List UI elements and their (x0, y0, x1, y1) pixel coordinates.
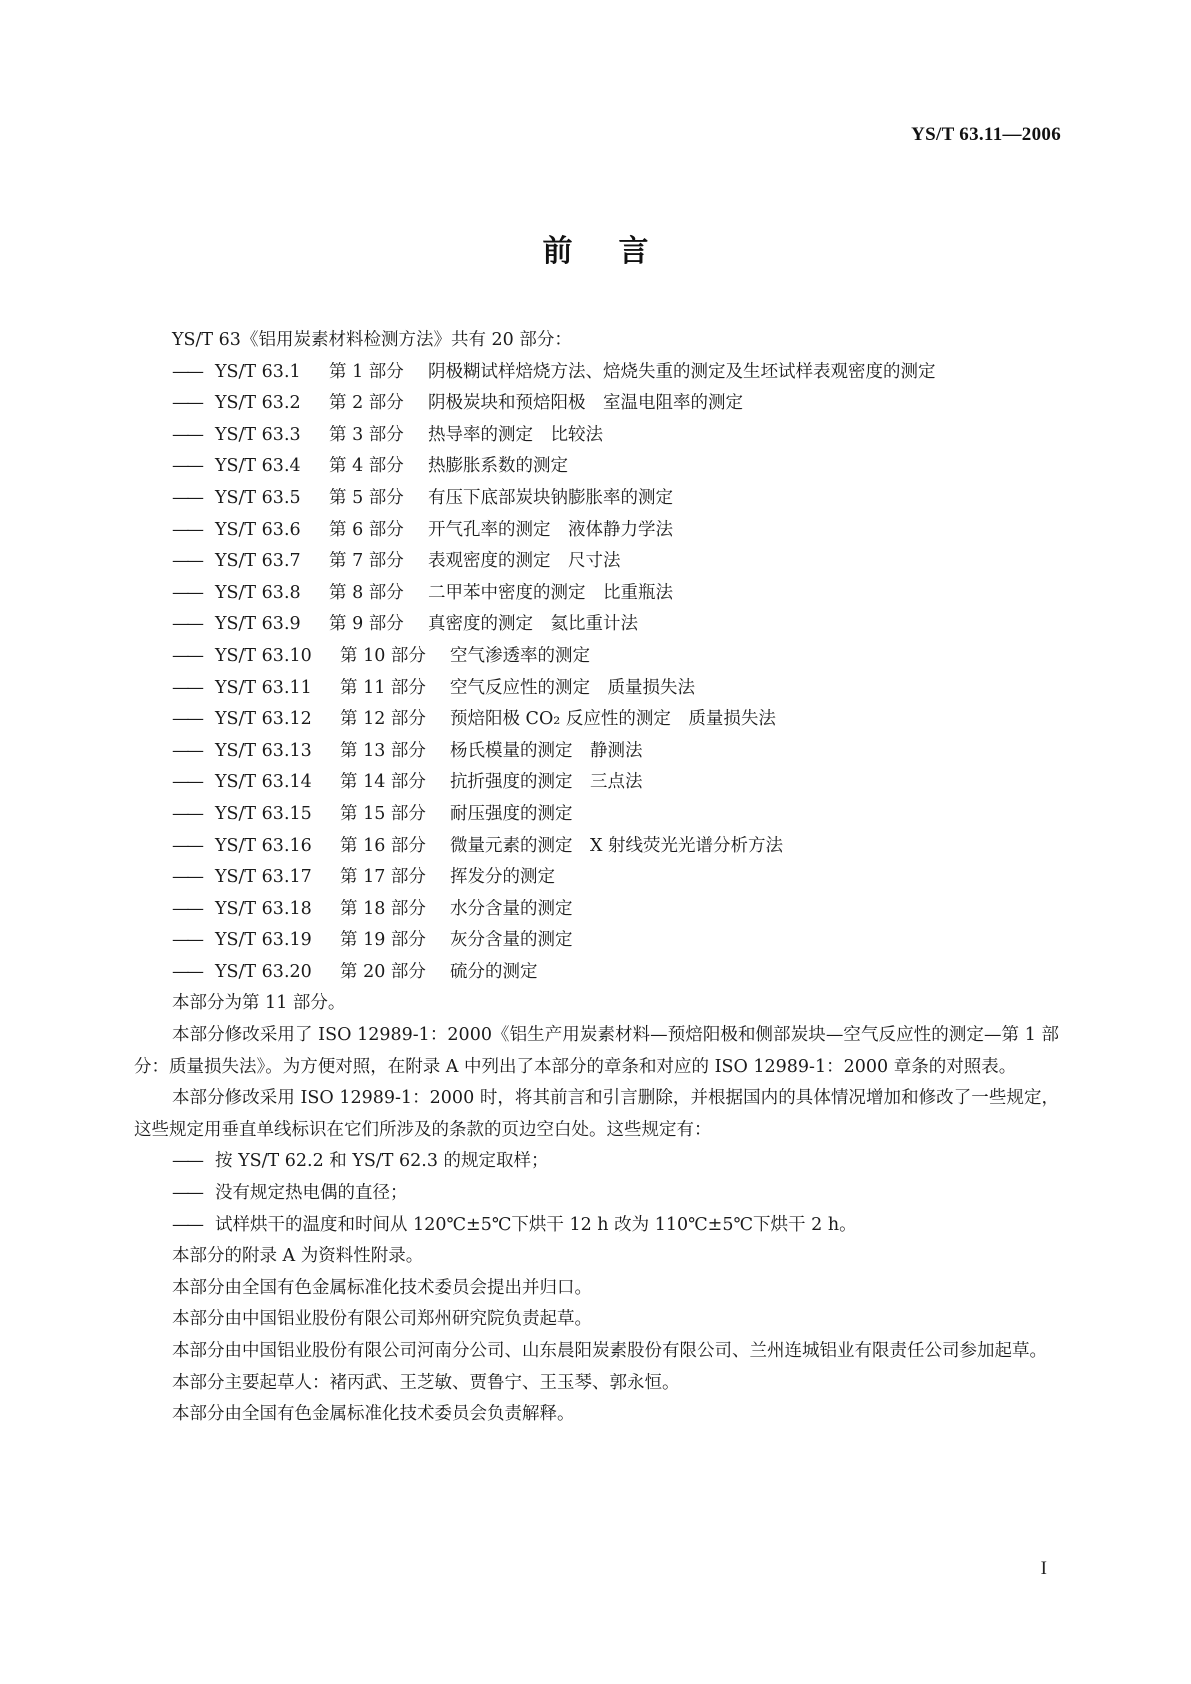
item-dash: —— (172, 867, 201, 888)
item-dash: —— (172, 1151, 201, 1172)
item-dash: —— (172, 677, 201, 698)
part-number: 第 9 部分 (329, 614, 404, 635)
part-number: 第 5 部分 (329, 487, 404, 508)
part-title: 阴极炭块和预焙阳极 室温电阻率的测定 (428, 393, 743, 414)
interpretation-paragraph: 本部分由全国有色金属标准化技术委员会负责解释。 (172, 1404, 575, 1425)
item-dash: —— (172, 614, 201, 635)
list-item (134, 578, 1059, 610)
part-number: 第 17 部分 (340, 867, 426, 888)
item-dash: —— (172, 645, 201, 666)
item-dash: —— (172, 582, 201, 603)
part-title: 灰分含量的测定 (450, 930, 573, 951)
list-item (134, 925, 1059, 957)
part-code: YS/T 63.6 (215, 519, 301, 540)
list-item (134, 1210, 1059, 1242)
item-dash: —— (172, 961, 201, 982)
list-item (134, 357, 1059, 389)
part-title: 挥发分的测定 (450, 867, 555, 888)
part-code: YS/T 63.14 (215, 772, 312, 793)
item-dash: —— (172, 835, 201, 856)
page-number: I (1040, 1558, 1047, 1579)
this-part-paragraph: 本部分为第 11 部分。 (172, 993, 346, 1014)
part-code: YS/T 63.2 (215, 393, 301, 414)
list-item (134, 957, 1059, 989)
item-dash: —— (172, 1183, 201, 1204)
part-number: 第 8 部分 (329, 582, 404, 603)
list-item (134, 1146, 1059, 1178)
part-code: YS/T 63.12 (215, 709, 312, 730)
part-title: 空气反应性的测定 质量损失法 (450, 677, 695, 698)
standard-code: YS/T 63.11—2006 (911, 124, 1061, 145)
item-dash: —— (172, 424, 201, 445)
item-dash: —— (172, 803, 201, 824)
part-number: 第 13 部分 (340, 740, 426, 761)
part-number: 第 19 部分 (340, 930, 426, 951)
item-dash: —— (172, 1214, 201, 1235)
part-number: 第 14 部分 (340, 772, 426, 793)
part-code: YS/T 63.10 (215, 645, 312, 666)
part-title: 二甲苯中密度的测定 比重瓶法 (428, 582, 673, 603)
list-item (134, 767, 1059, 799)
foreword-body (134, 325, 1059, 1431)
part-title: 阴极糊试样焙烧方法、焙烧失重的测定及生坯试样表观密度的测定 (428, 361, 936, 382)
item-dash: —— (172, 930, 201, 951)
part-number: 第 16 部分 (340, 835, 426, 856)
list-item (134, 831, 1059, 863)
part-title: 微量元素的测定 X 射线荧光光谱分析方法 (450, 835, 784, 856)
page-title: 前言 (542, 234, 695, 269)
modification-text: 试样烘干的温度和时间从 120℃±5℃下烘干 12 h 改为 110℃±5℃下烘干 2 h。 (215, 1214, 857, 1235)
item-dash: —— (172, 772, 201, 793)
part-title: 空气渗透率的测定 (450, 645, 590, 666)
part-title: 预焙阳极 CO₂ 反应性的测定 质量损失法 (450, 709, 776, 730)
list-item (134, 641, 1059, 673)
item-dash: —— (172, 456, 201, 477)
item-dash: —— (172, 551, 201, 572)
part-title: 表观密度的测定 尺寸法 (428, 551, 621, 572)
annex-paragraph: 本部分的附录 A 为资料性附录。 (172, 1246, 424, 1267)
adoption-paragraph: 本部分修改采用了 ISO 12989-1：2000《铝生产用炭素材料—预焙阳极和侧部炭块—空气反应性的测定—第 1 部分：质量损失法》。为方便对照，在附录 A 中列出了本部分的章条和对应的 ISO 12989-1：2000 章条的对照表。 (134, 1025, 1059, 1077)
part-code: YS/T 63.8 (215, 582, 301, 603)
part-code: YS/T 63.20 (215, 961, 312, 982)
proposed-paragraph: 本部分由全国有色金属标准化技术委员会提出并归口。 (172, 1277, 592, 1298)
part-number: 第 4 部分 (329, 456, 404, 477)
item-dash: —— (172, 740, 201, 761)
part-title: 抗折强度的测定 三点法 (450, 772, 643, 793)
modification-text: 没有规定热电偶的直径； (215, 1183, 408, 1204)
part-number: 第 3 部分 (329, 424, 404, 445)
list-item (134, 609, 1059, 641)
modifications-paragraph: 本部分修改采用 ISO 12989-1：2000 时，将其前言和引言删除，并根据国内的具体情况增加和修改了一些规定，这些规定用垂直单线标识在它们所涉及的条款的页边空白处。这些规定有： (134, 1088, 1059, 1140)
list-item (134, 704, 1059, 736)
item-dash: —— (172, 487, 201, 508)
intro-paragraph: YS/T 63《铝用炭素材料检测方法》共有 20 部分： (172, 330, 572, 350)
part-code: YS/T 63.3 (215, 424, 301, 445)
part-title: 有压下底部炭块钠膨胀率的测定 (428, 487, 673, 508)
part-code: YS/T 63.4 (215, 456, 301, 477)
item-dash: —— (172, 709, 201, 730)
list-item (134, 388, 1059, 420)
part-code: YS/T 63.15 (215, 803, 312, 824)
part-number: 第 18 部分 (340, 898, 426, 919)
part-code: YS/T 63.17 (215, 867, 312, 888)
part-title: 硫分的测定 (450, 961, 538, 982)
part-number: 第 20 部分 (340, 961, 426, 982)
part-title: 热膨胀系数的测定 (428, 456, 568, 477)
list-item (134, 483, 1059, 515)
part-code: YS/T 63.7 (215, 551, 301, 572)
list-item (134, 736, 1059, 768)
item-dash: —— (172, 898, 201, 919)
drafted-by-paragraph: 本部分由中国铝业股份有限公司郑州研究院负责起草。 (172, 1309, 592, 1330)
modification-text: 按 YS/T 62.2 和 YS/T 62.3 的规定取样； (215, 1151, 549, 1172)
part-code: YS/T 63.16 (215, 835, 312, 856)
item-dash: —— (172, 519, 201, 540)
item-dash: —— (172, 393, 201, 414)
part-code: YS/T 63.9 (215, 614, 301, 635)
part-code: YS/T 63.1 (215, 361, 301, 382)
item-dash: —— (172, 361, 201, 382)
participants-paragraph: 本部分由中国铝业股份有限公司河南分公司、山东晨阳炭素股份有限公司、兰州连城铝业有限责任公司参加起草。 (172, 1341, 1047, 1361)
part-number: 第 12 部分 (340, 709, 426, 730)
part-code: YS/T 63.5 (215, 487, 301, 508)
part-number: 第 11 部分 (340, 677, 426, 698)
part-title: 开气孔率的测定 液体静力学法 (428, 519, 673, 540)
part-code: YS/T 63.11 (215, 677, 312, 698)
drafters-paragraph: 本部分主要起草人：褚丙武、王芝敏、贾鲁宁、王玉琴、郭永恒。 (172, 1372, 680, 1393)
list-item (134, 420, 1059, 452)
part-number: 第 15 部分 (340, 803, 426, 824)
part-code: YS/T 63.19 (215, 930, 312, 951)
part-code: YS/T 63.18 (215, 898, 312, 919)
modification-list (134, 1146, 1059, 1241)
part-number: 第 1 部分 (329, 361, 404, 382)
parts-list (134, 357, 1059, 989)
part-number: 第 7 部分 (329, 551, 404, 572)
list-item (134, 799, 1059, 831)
list-item (134, 673, 1059, 705)
part-number: 第 10 部分 (340, 645, 426, 666)
part-title: 真密度的测定 氦比重计法 (428, 614, 638, 635)
part-number: 第 2 部分 (329, 393, 404, 414)
part-title: 热导率的测定 比较法 (428, 424, 603, 445)
list-item (134, 894, 1059, 926)
part-number: 第 6 部分 (329, 519, 404, 540)
list-item (134, 546, 1059, 578)
part-title: 水分含量的测定 (450, 898, 573, 919)
part-title: 耐压强度的测定 (450, 803, 573, 824)
list-item (134, 451, 1059, 483)
part-title: 杨氏模量的测定 静测法 (450, 740, 643, 761)
part-code: YS/T 63.13 (215, 740, 312, 761)
list-item (134, 515, 1059, 547)
list-item (134, 1178, 1059, 1210)
list-item (134, 862, 1059, 894)
